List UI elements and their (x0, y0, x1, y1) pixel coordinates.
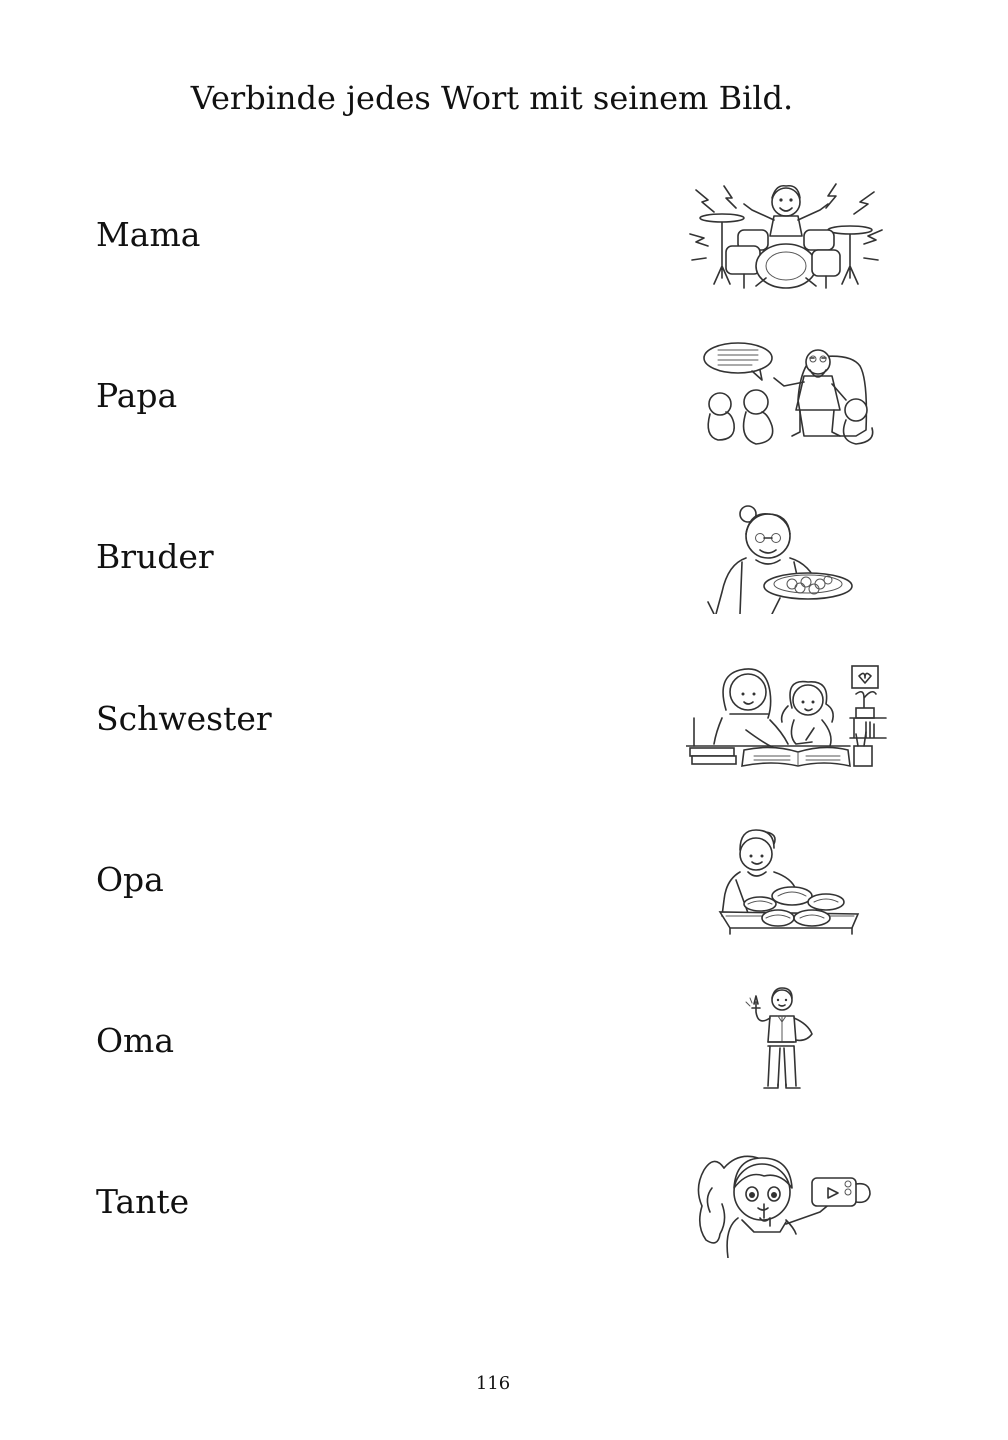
grandmother-cookies-illustration[interactable] (706, 502, 856, 614)
grandfather-storytelling-illustration[interactable] (700, 340, 880, 452)
page-number: 116 (475, 1373, 511, 1394)
girl-selfie-illustration[interactable] (694, 1148, 876, 1258)
drummer-boy-illustration[interactable] (686, 180, 886, 290)
word-bruder[interactable]: Bruder (96, 537, 214, 576)
word-schwester[interactable]: Schwester (96, 699, 272, 738)
word-opa[interactable]: Opa (96, 860, 164, 899)
word-mama[interactable]: Mama (96, 215, 201, 254)
mother-daughter-homework-illustration[interactable] (686, 662, 888, 772)
woman-serving-food-illustration[interactable] (716, 824, 862, 936)
word-papa[interactable]: Papa (96, 376, 178, 415)
word-tante[interactable]: Tante (96, 1182, 190, 1221)
man-pointing-illustration[interactable] (742, 984, 820, 1096)
instruction-heading: Verbinde jedes Wort mit seinem Bild. (190, 79, 794, 117)
word-oma[interactable]: Oma (96, 1021, 175, 1060)
